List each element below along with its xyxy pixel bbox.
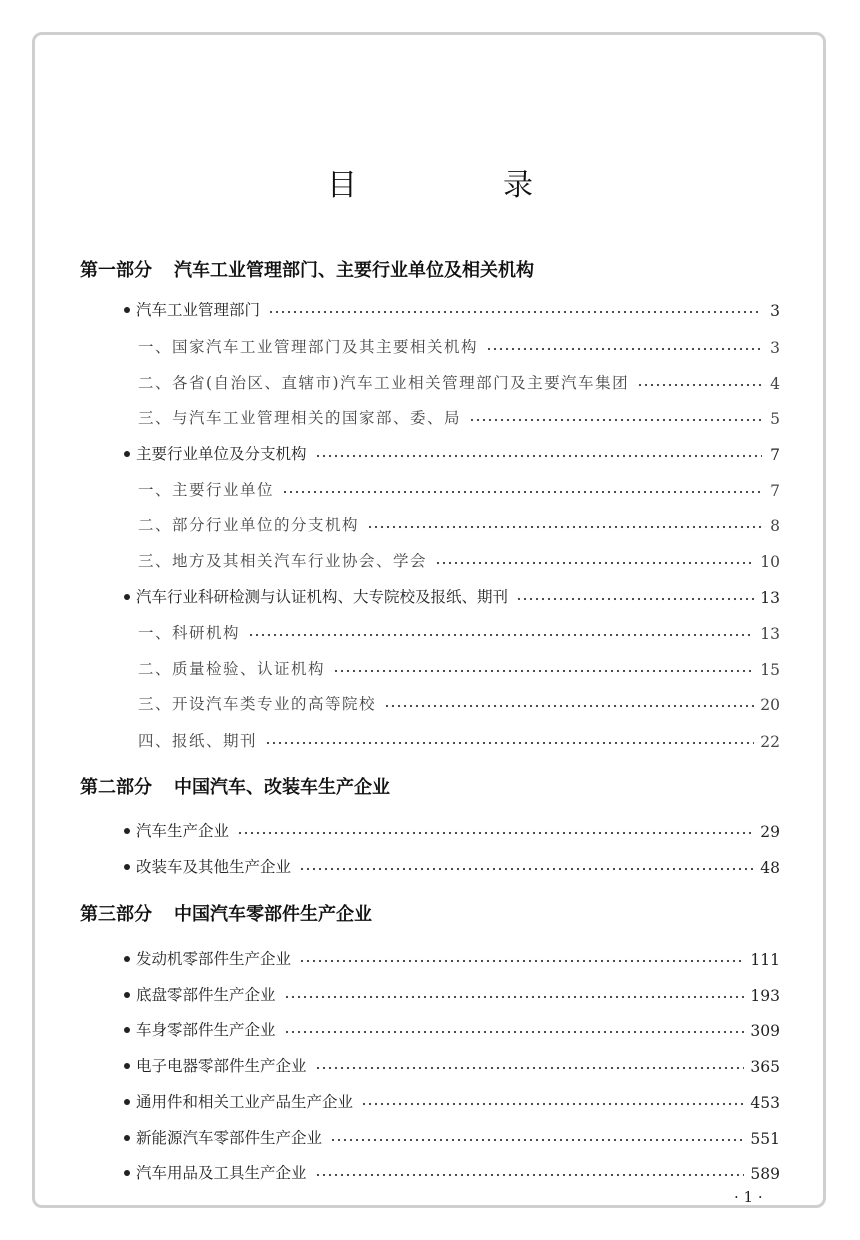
toc-entry[interactable] [124,585,780,607]
toc-entry[interactable] [124,442,780,464]
toc-entry[interactable] [138,657,780,679]
part-heading [80,773,390,799]
dot-leader [284,995,745,999]
entry-page: 29 [760,823,780,841]
entry-page: 10 [760,553,780,571]
toc-entry[interactable] [138,621,780,643]
toc-entry[interactable] [124,855,780,877]
part-number: 第二部分 [80,777,152,798]
bullet-icon [124,1063,130,1069]
toc-entry[interactable] [124,1054,780,1076]
entry-label: 一、主要行业单位 [138,481,275,499]
entry-label: 二、部分行业单位的分支机构 [138,516,360,534]
part-title: 汽车工业管理部门、主要行业单位及相关机构 [174,260,534,281]
entry-page: 309 [750,1022,780,1040]
entry-label: 二、质量检验、认证机构 [138,660,326,678]
entry-page: 193 [750,987,780,1005]
entry-label: 二、各省(自治区、直辖市)汽车工业相关管理部门及主要汽车集团 [138,374,630,392]
dot-leader [367,525,762,529]
dot-leader [469,418,762,422]
dot-leader [248,633,754,637]
toc-entry[interactable] [138,478,780,500]
entry-label: 汽车工业管理部门 [136,301,261,319]
bullet-icon [124,594,130,600]
entry-page: 7 [770,446,780,464]
toc-entry[interactable] [124,298,780,320]
toc-entry[interactable] [138,335,780,357]
entry-page: 15 [760,661,780,679]
entry-page: 365 [750,1058,780,1076]
toc-entry[interactable] [124,1018,780,1040]
toc-entry[interactable] [138,513,780,535]
dot-leader [299,867,754,871]
entry-page: 13 [760,625,780,643]
entry-label: 三、与汽车工业管理相关的国家部、委、局 [138,409,462,427]
entry-label: 通用件和相关工业产品生产企业 [136,1093,354,1111]
dot-leader [516,597,754,601]
dot-leader [268,310,762,314]
entry-label: 车身零部件生产企业 [136,1021,276,1039]
dot-leader [282,490,762,494]
entry-page: 589 [750,1165,780,1183]
dot-leader [333,669,754,673]
entry-label: 三、开设汽车类专业的高等院校 [138,695,377,713]
toc-entry[interactable] [124,1126,780,1148]
toc-entry[interactable] [124,819,780,841]
toc-entry[interactable] [138,406,780,428]
part-number: 第三部分 [80,904,152,925]
entry-page: 7 [770,482,780,500]
entry-page: 8 [770,517,780,535]
entry-page: 453 [750,1094,780,1112]
entry-label: 四、报纸、期刊 [138,732,258,750]
toc-entry[interactable] [138,371,780,393]
dot-leader [315,1173,745,1177]
bullet-icon [124,1099,130,1105]
entry-label: 主要行业单位及分支机构 [136,445,307,463]
toc-entry[interactable] [124,983,780,1005]
bullet-icon [124,1135,130,1141]
entry-label: 新能源汽车零部件生产企业 [136,1129,323,1147]
entry-label: 电子电器零部件生产企业 [136,1057,307,1075]
bullet-icon [124,992,130,998]
dot-leader [284,1030,745,1034]
dot-leader [330,1138,744,1142]
dot-leader [637,383,762,387]
dot-leader [435,561,754,565]
entry-label: 改装车及其他生产企业 [136,858,292,876]
entry-page: 111 [750,951,780,969]
dot-leader [315,454,762,458]
toc-entry[interactable] [124,947,780,969]
part-title: 中国汽车零部件生产企业 [174,904,372,925]
dot-leader [361,1102,744,1106]
toc-entry[interactable] [124,1090,780,1112]
bullet-icon [124,1027,130,1033]
part-heading [80,256,534,282]
entry-page: 48 [760,859,780,877]
dot-leader [299,959,744,963]
dot-leader [315,1066,745,1070]
entry-page: 13 [760,589,780,607]
entry-label: 一、国家汽车工业管理部门及其主要相关机构 [138,338,479,356]
dot-leader [384,704,754,708]
entry-label: 底盘零部件生产企业 [136,986,276,1004]
entry-page: 5 [770,410,780,428]
toc-entry[interactable] [138,692,780,714]
bullet-icon [124,307,130,313]
part-title: 中国汽车、改装车生产企业 [174,777,390,798]
dot-leader [486,347,762,351]
toc-entry[interactable] [138,549,780,571]
entry-page: 3 [770,302,780,320]
page-number: · 1 · [734,1188,763,1206]
bullet-icon [124,451,130,457]
entry-page: 3 [770,339,780,357]
toc-entry[interactable] [124,1161,780,1183]
entry-label: 汽车行业科研检测与认证机构、大专院校及报纸、期刊 [136,588,509,606]
entry-page: 4 [770,375,780,393]
entry-page: 551 [750,1130,780,1148]
page-title: 目 录 [327,168,591,203]
entry-label: 三、地方及其相关汽车行业协会、学会 [138,552,428,570]
dot-leader [265,741,754,745]
entry-label: 汽车生产企业 [136,822,230,840]
entry-page: 22 [760,733,780,751]
part-number: 第一部分 [80,260,152,281]
entry-label: 汽车用品及工具生产企业 [136,1164,307,1182]
entry-page: 20 [760,696,780,714]
part-heading [80,900,372,926]
entry-label: 一、科研机构 [138,624,241,642]
bullet-icon [124,956,130,962]
bullet-icon [124,1170,130,1176]
bullet-icon [124,864,130,870]
toc-entry[interactable] [138,729,780,751]
entry-label: 发动机零部件生产企业 [136,950,292,968]
dot-leader [237,831,754,835]
bullet-icon [124,828,130,834]
